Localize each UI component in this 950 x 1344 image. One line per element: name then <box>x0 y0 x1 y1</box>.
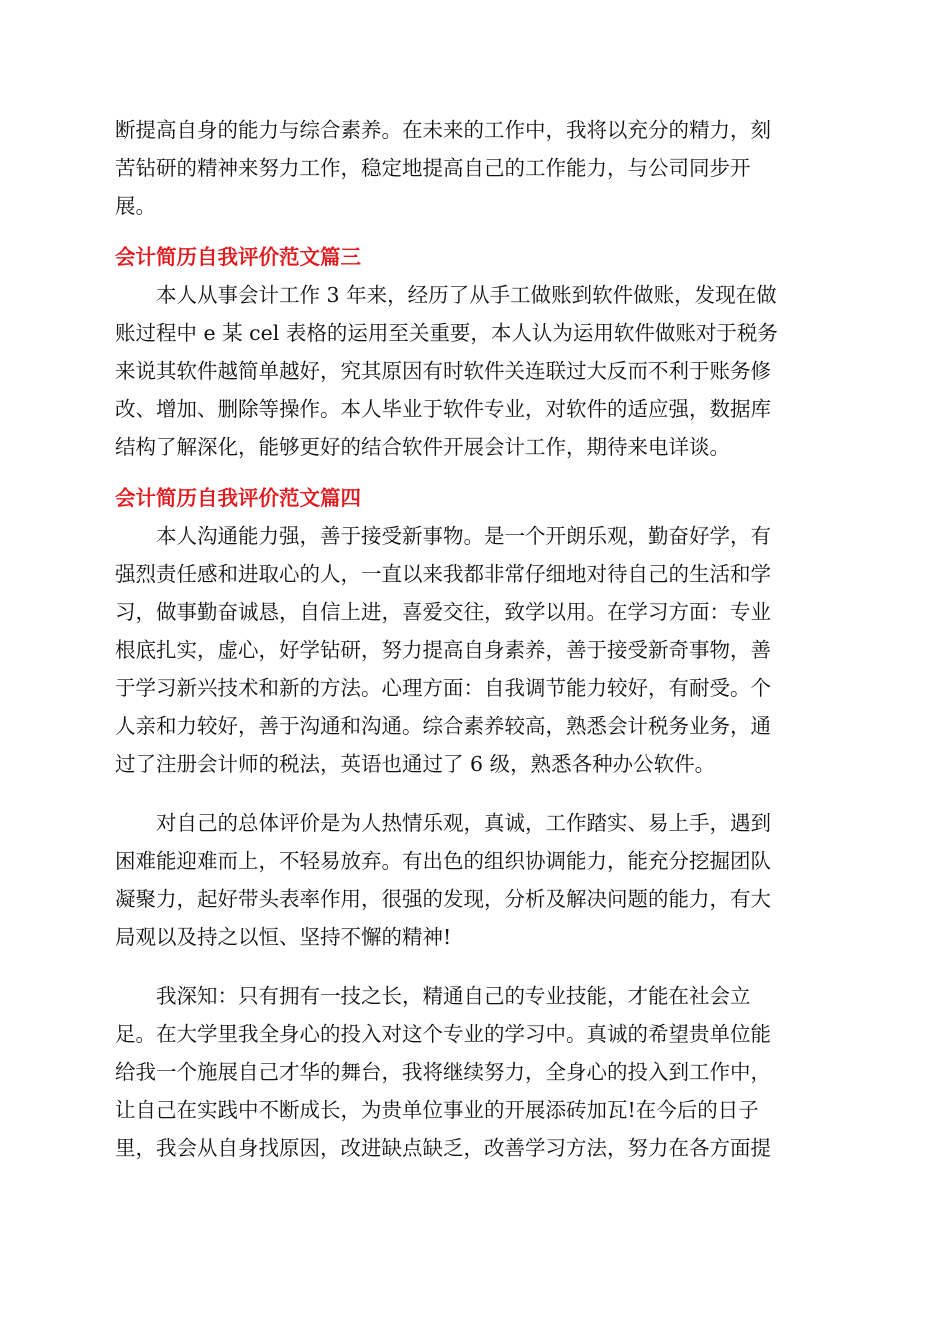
section-four-paragraph-2 <box>115 804 835 956</box>
text-line: 来说其软件越简单越好，究其原因有时软件关连联过大反而不利于账务修 <box>115 359 771 383</box>
section-four <box>115 479 835 1167</box>
text-line: 账过程中 e 某 cel 表格的运用至关重要，本人认为运用软件做账对于税务 <box>115 321 778 345</box>
text-line: 强烈责任感和进取心的人，一直以来我都非常仔细地对待自己的生活和学 <box>115 562 771 586</box>
text-line: 习，做事勤奋诚恳，自信上进，喜爱交往，致学以用。在学习方面：专业 <box>115 600 771 624</box>
text-line: 我深知：只有拥有一技之长，精通自己的专业技能，才能在社会立 <box>115 984 751 1008</box>
text-line: 足。在大学里我全身心的投入对这个专业的学习中。真诚的希望贵单位能 <box>115 1022 771 1046</box>
paragraph-continued <box>115 111 835 225</box>
text-line: 断提高自身的能力与综合素养。在未来的工作中，我将以充分的精力，刻 <box>115 118 771 142</box>
text-line: 给我一个施展自己才华的舞台，我将继续努力，全身心的投入到工作中， <box>115 1060 771 1084</box>
section-four-heading: 会计简历自我评价范文篇四 <box>115 486 361 510</box>
section-four-paragraph-3 <box>115 977 835 1167</box>
text-line: 根底扎实，虚心，好学钻研，努力提高自身素养，善于接受新奇事物，善 <box>115 638 771 662</box>
text-line: 困难能迎难而上，不轻易放弃。有出色的组织协调能力，能充分挖掘团队 <box>115 849 771 873</box>
text-line: 改、增加、删除等操作。本人毕业于软件专业，对软件的适应强，数据库 <box>115 397 771 421</box>
text-line: 苦钻研的精神来努力工作，稳定地提高自己的工作能力，与公司同步开 <box>115 156 751 180</box>
section-four-paragraph-1 <box>115 517 835 783</box>
text-line: 凝聚力，起好带头表率作用，很强的发现，分析及解决问题的能力，有大 <box>115 887 771 911</box>
text-line: 结构了解深化，能够更好的结合软件开展会计工作，期待来电详谈。 <box>115 435 730 459</box>
text-line: 过了注册会计师的税法，英语也通过了 6 级，熟悉各种办公软件。 <box>115 752 716 776</box>
text-line: 本人从事会计工作 3 年来，经历了从手工做账到软件做账，发现在做 <box>115 283 777 307</box>
text-line: 局观以及持之以恒、坚持不懈的精神! <box>115 925 452 949</box>
section-three <box>115 238 835 466</box>
text-line: 展。 <box>115 194 156 218</box>
text-line: 里，我会从自身找原因，改进缺点缺乏，改善学习方法，努力在各方面提 <box>115 1136 771 1160</box>
section-three-heading: 会计简历自我评价范文篇三 <box>115 245 361 269</box>
text-line: 于学习新兴技术和新的方法。心理方面：自我调节能力较好，有耐受。个 <box>115 676 771 700</box>
text-line: 人亲和力较好，善于沟通和沟通。综合素养较高，熟悉会计税务业务，通 <box>115 714 771 738</box>
text-line: 让自己在实践中不断成长，为贵单位事业的开展添砖加瓦!在今后的日子 <box>115 1098 759 1122</box>
text-line: 对自己的总体评价是为人热情乐观，真诚，工作踏实、易上手，遇到 <box>115 811 771 835</box>
text-line: 本人沟通能力强，善于接受新事物。是一个开朗乐观，勤奋好学，有 <box>115 524 771 548</box>
document-body <box>115 111 835 1167</box>
